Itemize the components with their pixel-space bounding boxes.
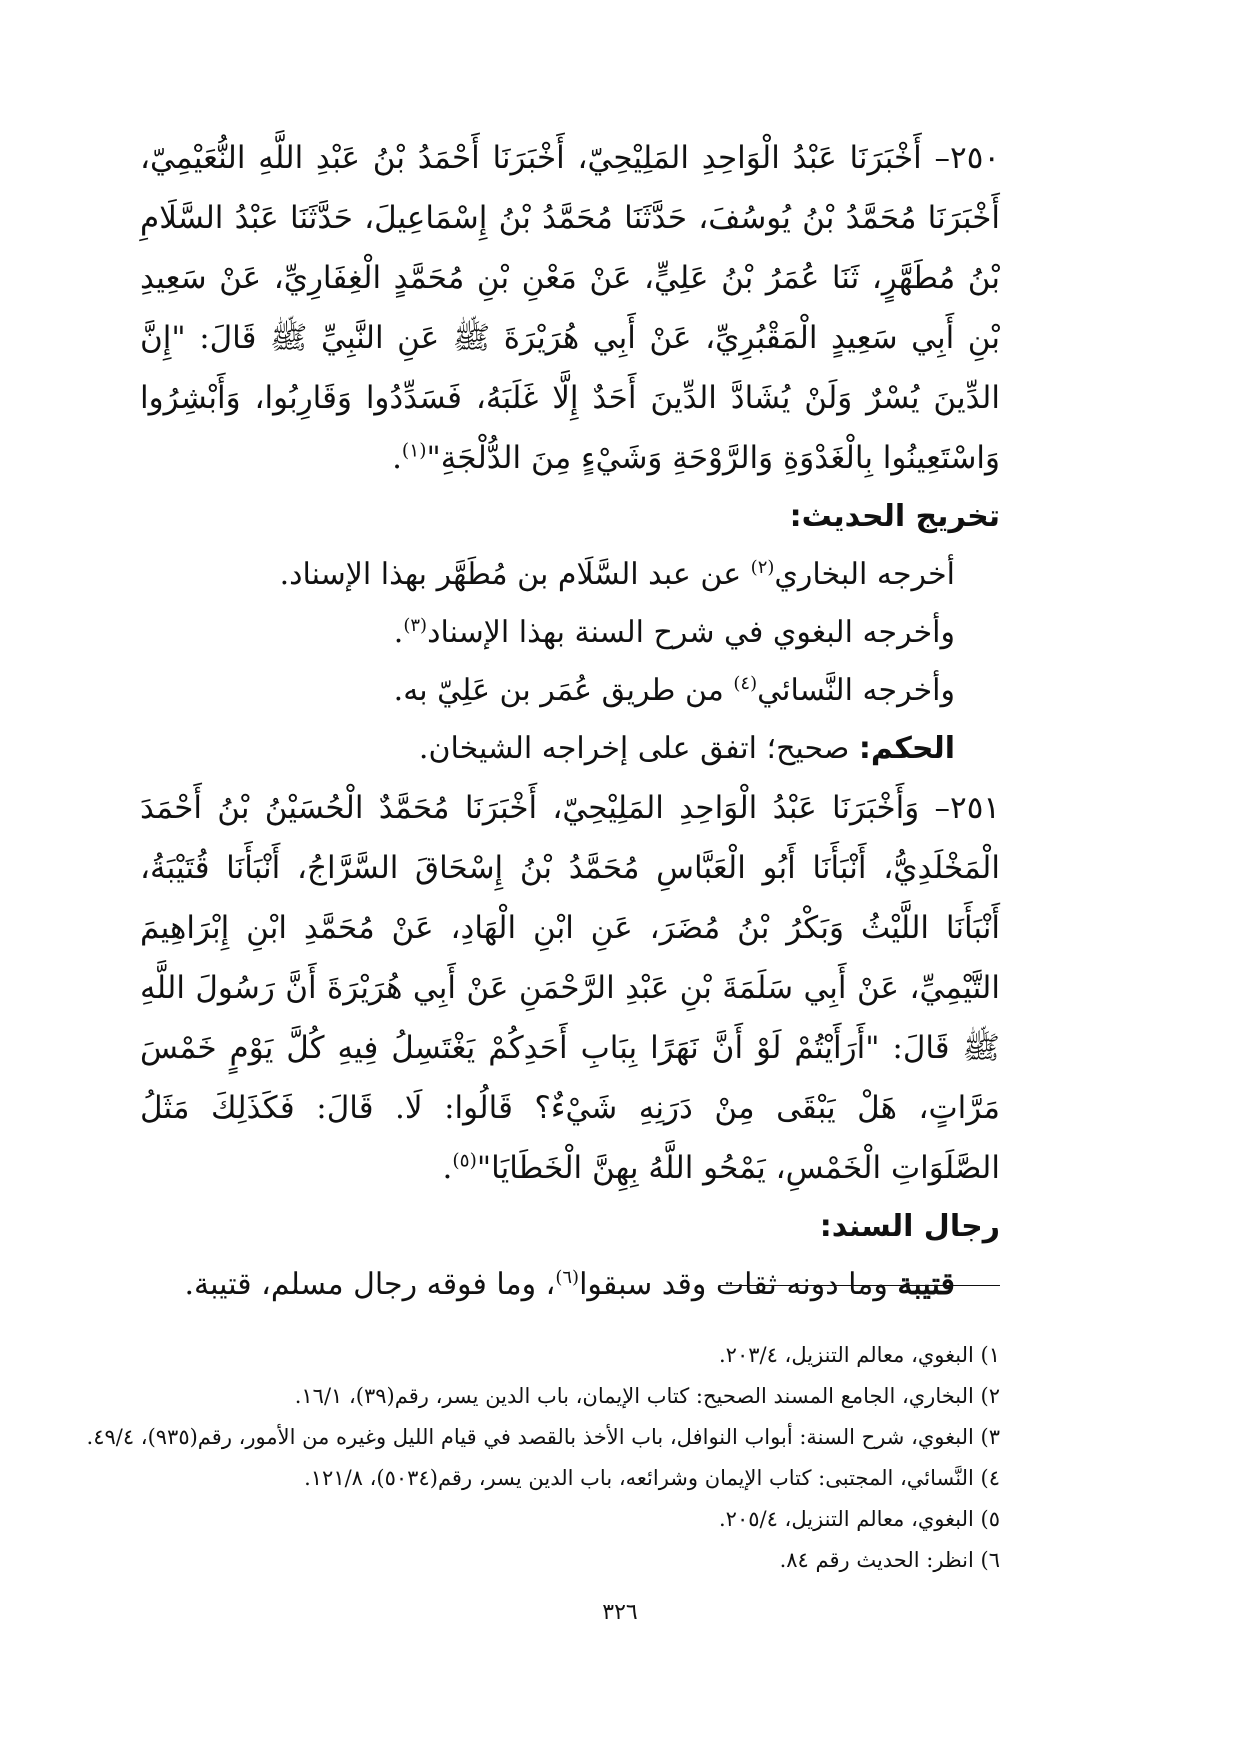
takhrij-line-nasai — [140, 662, 1000, 720]
footnote-ref-6: (٦) — [555, 1267, 580, 1288]
takhrij-heading: تخريج الحديث: — [789, 499, 1000, 534]
hadith-251-end: . — [442, 1150, 453, 1186]
footnote-ref-4: (٤) — [733, 673, 758, 694]
footnote-ref-2: (٢) — [750, 557, 775, 578]
rijal-text: ، وما فوقه رجال مسلم، قتيبة. — [184, 1267, 556, 1302]
footnote-ref-3: (٣) — [403, 615, 428, 636]
footnotes — [60, 1335, 1000, 1581]
footnote-divider — [720, 1285, 1000, 1286]
ruling-label: الحكم: — [858, 731, 955, 766]
takhrij-line-text: . — [393, 615, 404, 650]
hadith-251 — [140, 778, 1000, 1198]
footnote-ref-5: (٥) — [452, 1150, 477, 1172]
rijal-heading: رجال السند: — [819, 1209, 1000, 1244]
ruling-line — [140, 720, 1000, 778]
footnote-1: ١) البغوي، معالم التنزيل، ٢٠٣/٤. — [718, 1343, 1000, 1367]
hadith-250 — [140, 128, 1000, 488]
footnote-2: ٢) البخاري، الجامع المسند الصحيح: كتاب الإيمان، باب الدين يسر، رقم(٣٩)، ١٦/١. — [294, 1384, 1000, 1408]
hadith-251-text: ٢٥١– وَأَخْبَرَنَا عَبْدُ الْوَاحِدِ المَلِيْحِيّ، أَخْبَرَنَا مُحَمَّدٌ الْحُسَيْنُ بْنُ أَحْمَدَ الْمَخْلَدِيُّ، أَنْبَأَنَا أَبُو الْعَبَّاسِ مُحَمَّدُ بْنُ إِسْحَاقَ السَّرَّاجُ، أَنْبَأَنَا قُتَيْبَةُ، أَنْبَأَنَا اللَّيْثُ وَبَكْرُ بْنُ مُضَرَ، عَنِ ابْنِ الْهَادِ، عَنْ مُحَمَّدِ ابْنِ إِبْرَاهِيمَ التَّيْمِيِّ، عَنْ أَبِي سَلَمَةَ بْنِ عَبْدِ الرَّحْمَنِ عَنْ أَبِي هُرَيْرَةَ أَنَّ رَسُولَ اللَّهِ ﷺ قَالَ: "أَرَأَيْتُمْ لَوْ أَنَّ نَهَرًا بِبَابِ أَحَدِكُمْ يَغْتَسِلُ فِيهِ كُلَّ يَوْمٍ خَمْسَ مَرَّاتٍ، هَلْ يَبْقَى مِنْ دَرَنِهِ شَيْءٌ؟ قَالُوا: لَا. قَالَ: فَكَذَلِكَ مَثَلُ الصَّلَوَاتِ الْخَمْسِ، يَمْحُو اللَّهُ بِهِنَّ الْخَطَايَا" — [140, 790, 1000, 1186]
takhrij-line-text: عن عبد السَّلَام بن مُطَهَّر بهذا الإسناد. — [279, 557, 751, 592]
takhrij-line-text: وأخرجه البغوي في شرح السنة بهذا الإسناد — [427, 615, 955, 650]
footnote-3: ٣) البغوي، شرح السنة: أبواب النوافل، باب الأخذ بالقصد في قيام الليل وغيره من الأمور، رقم(٩٣٥)، ٤٩/٤. — [86, 1425, 1000, 1449]
takhrij-line-text: من طريق عُمَر بن عَلِيّ به. — [393, 673, 734, 708]
hadith-250-text: ٢٥٠– أَخْبَرَنَا عَبْدُ الْوَاحِدِ المَلِيْحِيّ، أَخْبَرَنَا أَحْمَدُ بْنُ عَبْدِ اللَّهِ النُّعَيْمِيّ، أَخْبَرَنَا مُحَمَّدُ بْنُ يُوسُفَ، حَدَّثَنَا مُحَمَّدُ بْنُ إِسْمَاعِيلَ، حَدَّثَنَا عَبْدُ السَّلَامِ بْنُ مُطَهَّرٍ، ثَنَا عُمَرُ بْنُ عَلِيٍّ، عَنْ مَعْنِ بْنِ مُحَمَّدٍ الْغِفَارِيِّ، عَنْ سَعِيدِ بْنِ أَبِي سَعِيدٍ الْمَقْبُرِيِّ، عَنْ أَبِي هُرَيْرَةَ ﷺ عَنِ النَّبِيِّ ﷺ قَالَ: "إِنَّ الدِّينَ يُسْرٌ وَلَنْ يُشَادَّ الدِّينَ أَحَدٌ إِلَّا غَلَبَهُ، فَسَدِّدُوا وَقَارِبُوا، وَأَبْشِرُوا وَاسْتَعِينُوا بِالْغَدْوَةِ وَالرَّوْحَةِ وَشَيْءٍ مِنَ الدُّلْجَةِ" — [140, 140, 1000, 476]
ruling-text: صحيح؛ اتفق على إخراجه الشيخان. — [418, 731, 859, 766]
page-number: ٣٢٦ — [602, 1600, 638, 1625]
footnote-5: ٥) البغوي، معالم التنزيل، ٢٠٥/٤. — [718, 1507, 1000, 1531]
takhrij-line-bukhari — [140, 546, 1000, 604]
footnote-6: ٦) انظر: الحديث رقم ٨٤. — [779, 1548, 1000, 1572]
main-text — [140, 128, 1000, 1314]
footnote-4: ٤) النَّسائي، المجتبى: كتاب الإيمان وشرائعه، باب الدين يسر، رقم(٥٠٣٤)، ١٢١/٨. — [304, 1466, 1000, 1490]
rijal-name: قتيبة — [897, 1267, 955, 1302]
takhrij-line-text: أخرجه البخاري — [774, 557, 955, 592]
takhrij-line-baghawi — [140, 604, 1000, 662]
footnote-ref-1: (١) — [401, 440, 427, 462]
rijal-text: وما دونه ثقات وقد سبقوا — [579, 1267, 898, 1302]
takhrij-line-text: وأخرجه النَّسائي — [757, 673, 955, 708]
hadith-250-end: . — [392, 440, 402, 476]
